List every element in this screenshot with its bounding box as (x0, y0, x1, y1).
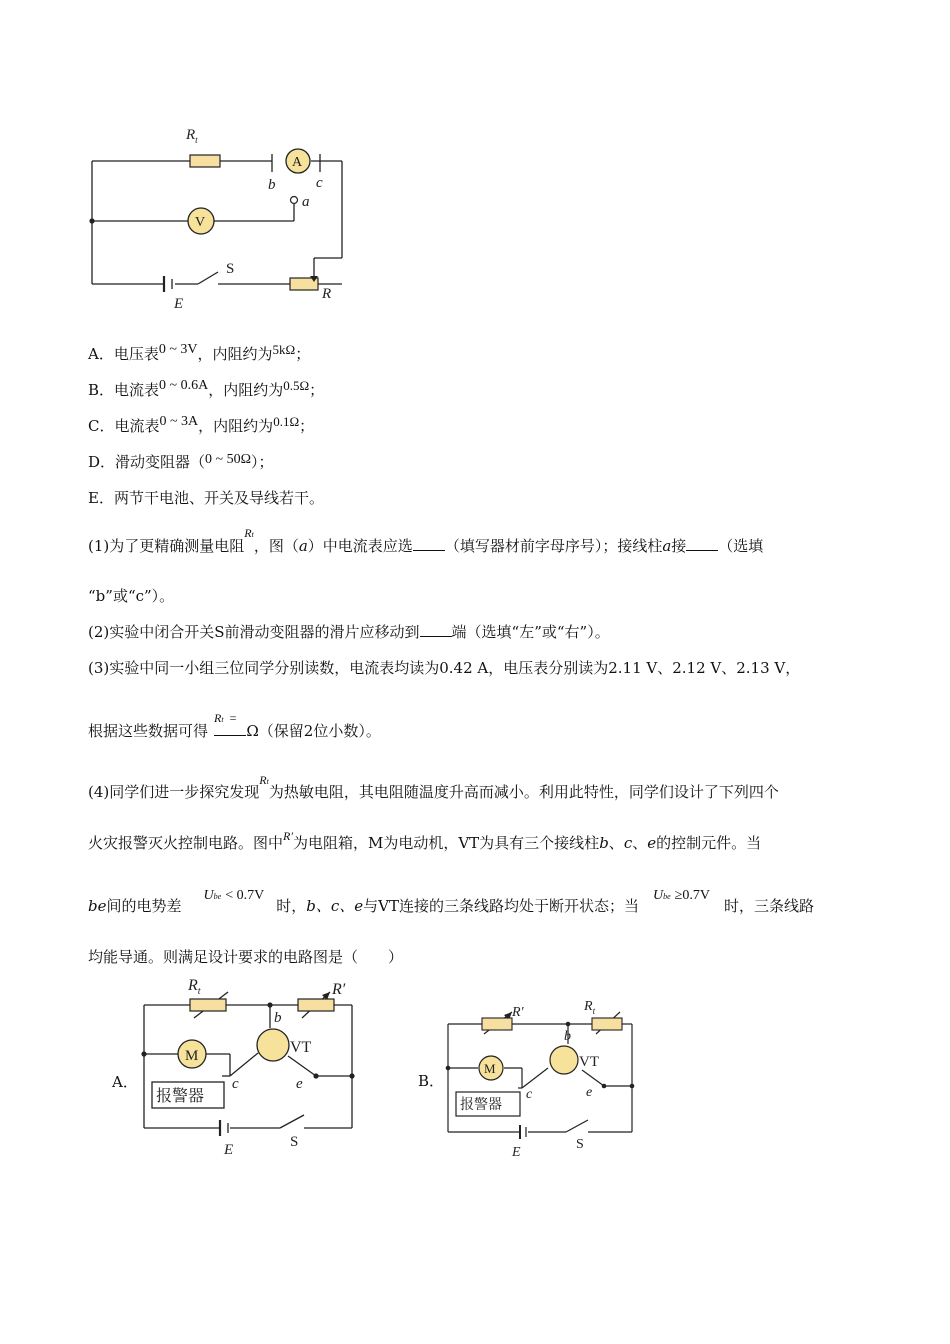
choice-a-rprime: R′ (332, 981, 346, 998)
label-c: c (316, 175, 323, 191)
choice-a-rt: $R_t$ (188, 977, 201, 997)
question-3-line-2: 根据这些数据可得$^{Rt}$ =Ω（保留2位小数）。 (88, 711, 381, 740)
choice-a-battery-e: E (224, 1142, 234, 1158)
label-a: a (302, 194, 310, 210)
choice-a-label[interactable]: A． (112, 1073, 138, 1091)
choice-b-e: e (586, 1085, 593, 1100)
answer-blank-3[interactable] (420, 622, 452, 637)
choice-b-label[interactable]: B． (418, 1072, 445, 1090)
choice-a-switch-s: S (290, 1134, 299, 1150)
question-4-line-1: (4)同学们进一步探究发现$^{Rt}$为热敏电阻，其电阻随温度升高而减小。利用此特性，同学们设计了下列四个 (88, 773, 779, 801)
option-b: B．电流表0 ~ 0.6A，内阻约为0.5Ω； (88, 378, 325, 399)
choice-b-c: c (526, 1087, 533, 1102)
choice-a-alarm: 报警器 (156, 1088, 205, 1105)
choice-b-rt: $R_t$ (584, 999, 596, 1016)
question-3-line-1: (3)实验中同一小组三位同学分别读数，电流表均读为0.42 A，电压表分别读为2.11 V、2.12 V、2.13 V， (88, 659, 801, 677)
question-1-line-2: “b”或“c”）。 (88, 587, 175, 605)
label-rt: $R_t$ (186, 127, 198, 145)
choice-b-alarm: 报警器 (460, 1098, 502, 1113)
label-b: b (268, 177, 276, 193)
choice-b-m: M (484, 1061, 496, 1076)
label-e: E (174, 296, 184, 312)
option-d: D．滑动变阻器（0 ~ 50Ω）； (88, 452, 274, 471)
choice-b-vt: VT (579, 1054, 599, 1070)
answer-blank-1[interactable] (413, 536, 445, 551)
choice-b-battery-e: E (512, 1145, 521, 1160)
choice-a-m: M (185, 1048, 199, 1064)
voltmeter-label: V (195, 215, 206, 230)
choice-a-b: b (274, 1010, 282, 1026)
choice-a-e: e (296, 1076, 303, 1092)
label-s: S (226, 261, 235, 277)
choice-b-rprime: R′ (512, 1005, 524, 1020)
question-4-line-3: be间的电势差Ube < 0.7V时，b、c、e与VT连接的三条线路均处于断开状态；当Ube ≥0.7V时，三条线路 (88, 888, 814, 915)
option-e: E．两节干电池、开关及导线若干。 (88, 489, 324, 507)
option-a: A．电压表0 ~ 3V，内阻约为5kΩ； (88, 342, 311, 363)
circuit-diagram-a (80, 118, 360, 318)
question-4-line-2: 火灾报警灭火控制电路。图中$^{R'}$为电阻箱，M为电动机，VT为具有三个接线柱b、c、e的控制元件。当 (88, 829, 762, 852)
option-c: C．电流表0 ~ 3A，内阻约为0.1Ω； (88, 414, 315, 435)
choice-a-vt: VT (290, 1039, 312, 1056)
ammeter-label: A (292, 155, 303, 170)
question-4-line-4: 均能导通。则满足设计要求的电路图是（ ） (88, 948, 404, 966)
question-2: (2)实验中闭合开关S前滑动变阻器的滑片应移动到 端（选填“左”或“右”）。 (88, 623, 610, 641)
choice-a-c: c (232, 1076, 239, 1092)
choice-b-b: b (564, 1029, 571, 1044)
label-r: R (322, 286, 332, 302)
circuit-choice-b[interactable] (436, 990, 656, 1160)
choice-b-switch-s: S (576, 1137, 584, 1152)
answer-blank-2[interactable] (686, 536, 718, 551)
question-1-line-1: (1)为了更精确测量电阻$^{Rt}$，图（a）中电流表应选 （填写器材前字母序号）；接线柱a接 （选填 (88, 526, 764, 555)
circuit-choice-a[interactable] (130, 970, 370, 1160)
